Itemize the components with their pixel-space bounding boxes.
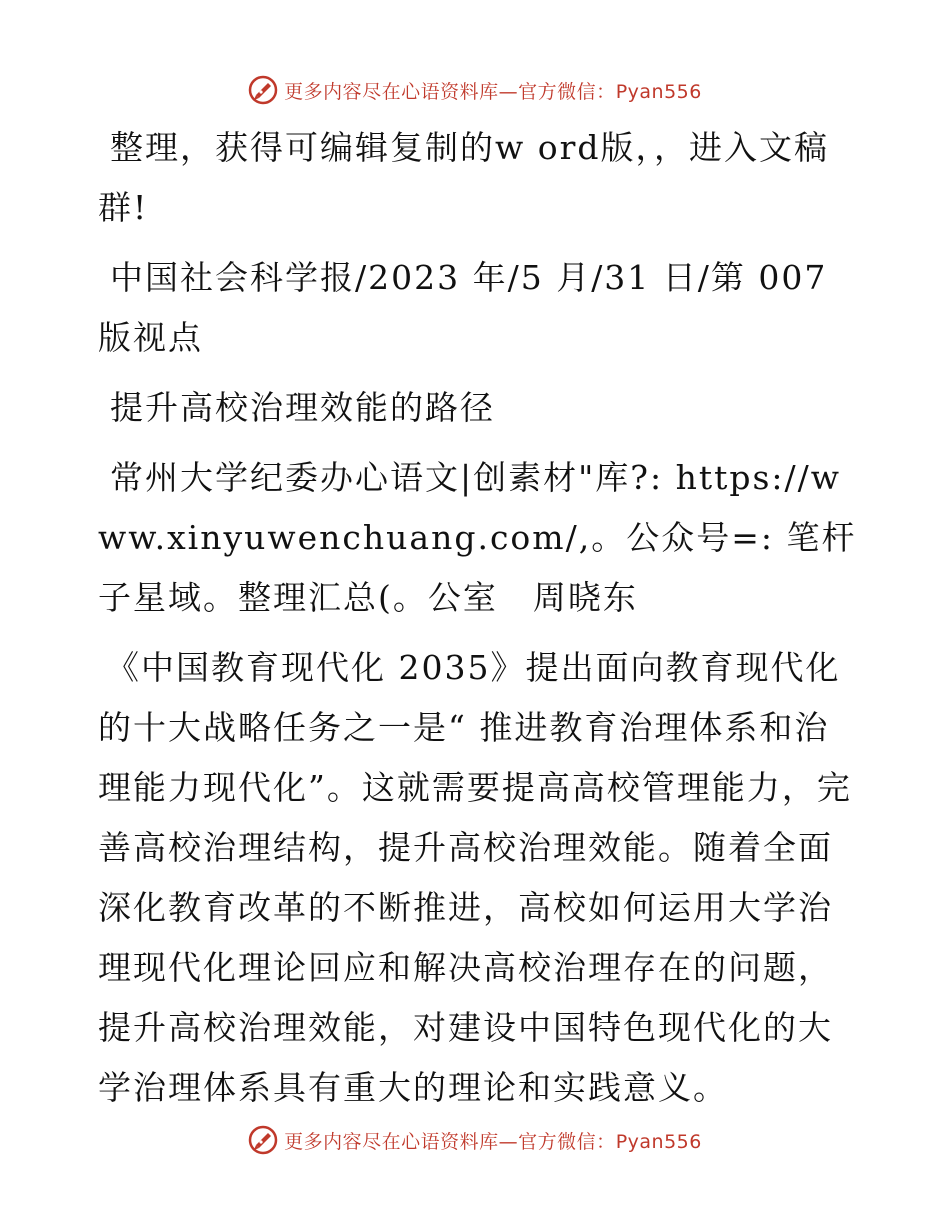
banner-dash: — [498, 80, 519, 103]
logo-icon [248, 1125, 278, 1155]
article-title: 提升高校治理效能的路径 [110, 388, 495, 427]
banner-dash: — [498, 1130, 519, 1153]
banner-wechat-id: Pyan556 [615, 1130, 702, 1153]
banner-wechat-id: Pyan556 [615, 80, 702, 103]
header-banner [0, 70, 950, 110]
banner-label: 官方微信： [518, 1130, 616, 1153]
document-body [98, 118, 858, 1128]
logo-icon [248, 75, 278, 105]
banner-label: 官方微信： [518, 80, 616, 103]
banner-title: 更多内容尽在心语资料库 [284, 1130, 499, 1153]
paragraph-source: 中国社会科学报/2023 年/5 月/31 日/第 007 版视点 [98, 258, 828, 357]
paragraph-author: 常州大学纪委办心语文|创素材"库?: https://www.xinyuwenchuang.com/,。公众号=: 笔杆子星域。整理汇总(。公室 周晓东 [98, 458, 857, 617]
footer-banner [0, 1120, 950, 1160]
paragraph-notice: 整理，获得可编辑复制的w ord版，，进入文稿群! [98, 128, 830, 227]
banner-title: 更多内容尽在心语资料库 [284, 80, 499, 103]
paragraph-body: 《中国教育现代化 2035》提出面向教育现代化的十大战略任务之一是“ 推进教育治理体系和治理能力现代化”。这就需要提高高校管理能力，完善高校治理结构，提升高校治理效能。随着全面深化教育改革的不断推进，高校如何运用大学治理现代化理论回应和解决高校治理存在的问题，提升高校治理效能，对建设中国特色现代化的大学治理体系具有重大的理论和实践意义。 [98, 648, 852, 1107]
